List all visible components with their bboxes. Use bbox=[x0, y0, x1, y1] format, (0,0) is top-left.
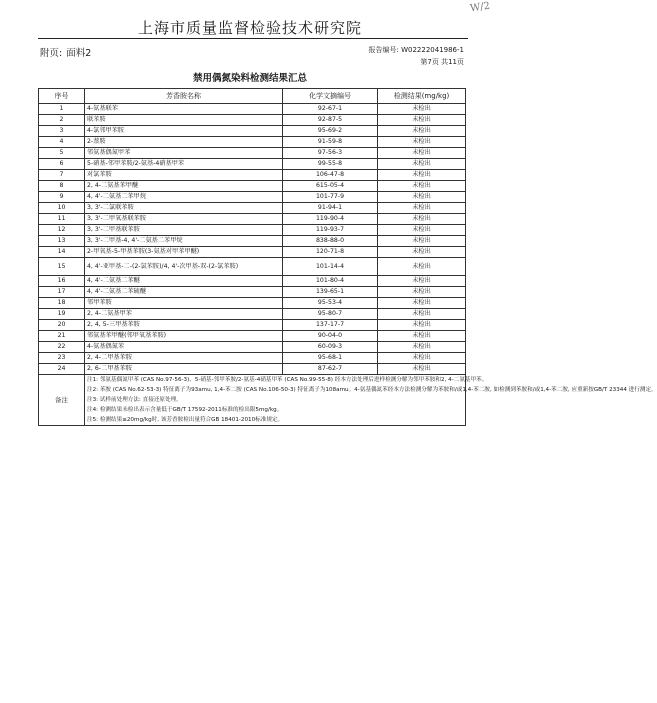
table-row bbox=[39, 353, 466, 364]
amine-name: 4, 4'-亚甲基-二-(2-氯苯胺)/4, 4'-次甲基-双-(2-氯苯胺) bbox=[85, 258, 283, 276]
table-row bbox=[39, 181, 466, 192]
test-result: 未检出 bbox=[378, 148, 466, 159]
cas-number: 95-53-4 bbox=[283, 298, 378, 309]
amine-name: 4, 4'-二氨基二苯醚 bbox=[85, 276, 283, 287]
table-row bbox=[39, 115, 466, 126]
row-number: 13 bbox=[39, 236, 85, 247]
cas-number: 119-93-7 bbox=[283, 225, 378, 236]
row-number: 20 bbox=[39, 320, 85, 331]
test-result: 未检出 bbox=[378, 320, 466, 331]
row-number: 9 bbox=[39, 192, 85, 203]
test-result: 未检出 bbox=[378, 126, 466, 137]
amine-name: 3, 3'-二甲基-4, 4'-二氨基二苯甲烷 bbox=[85, 236, 283, 247]
row-number: 22 bbox=[39, 342, 85, 353]
column-header-no: 序号 bbox=[39, 89, 85, 104]
amine-name: 3, 3'-二甲氧基联苯胺 bbox=[85, 214, 283, 225]
amine-name: 4-氯邻甲苯胺 bbox=[85, 126, 283, 137]
row-number: 11 bbox=[39, 214, 85, 225]
test-result: 未检出 bbox=[378, 159, 466, 170]
amine-name: 3, 3'-二氯联苯胺 bbox=[85, 203, 283, 214]
report-number: 报告编号: W02222041986-1 bbox=[368, 46, 464, 54]
column-header-cas: 化学文摘编号 bbox=[283, 89, 378, 104]
amine-name: 5-硝基-邻甲苯胺/2-氨基-4硝基甲苯 bbox=[85, 159, 283, 170]
attachment-info bbox=[40, 45, 91, 59]
test-result: 未检出 bbox=[378, 298, 466, 309]
cas-number: 97-56-3 bbox=[283, 148, 378, 159]
table-body bbox=[39, 104, 466, 375]
attachment-name: 面料2 bbox=[66, 48, 92, 59]
test-result: 未检出 bbox=[378, 115, 466, 126]
test-result: 未检出 bbox=[378, 309, 466, 320]
row-number: 19 bbox=[39, 309, 85, 320]
test-result: 未检出 bbox=[378, 170, 466, 181]
row-number: 24 bbox=[39, 364, 85, 375]
cas-number: 95-80-7 bbox=[283, 309, 378, 320]
test-result: 未检出 bbox=[378, 104, 466, 115]
amine-name: 3, 3'-二甲基联苯胺 bbox=[85, 225, 283, 236]
table-row bbox=[39, 342, 466, 353]
note-line-1: 注1: 邻氨基偶氮甲苯 (CAS No.97-56-3)、5-硝基-邻甲苯胺/2-氨基-4硝基甲苯 (CAS No.99-55-8) 经本方法处理后进样检测分解为邻甲苯胺和2, 4-二氨基甲苯。 bbox=[87, 377, 488, 383]
table-row bbox=[39, 258, 466, 276]
test-result: 未检出 bbox=[378, 192, 466, 203]
cas-number: 119-90-4 bbox=[283, 214, 378, 225]
note-line-2: 注2: 苯胺 (CAS No.62-53-3) 特征离子为93amu, 1,4-苯二胺 (CAS No.106-50-3) 特征离子为108amu。4-氨基偶氮苯经本方法检测分解为苯胺和/或1,4-苯二胺, 如检测到苯胺和/或1,4-苯二胺, 应重新按GB/T 23344 进行测定。 bbox=[87, 387, 657, 393]
amine-name: 4, 4'-二氨基二苯硫醚 bbox=[85, 287, 283, 298]
table-row bbox=[39, 331, 466, 342]
amine-name: 2, 4-二甲基苯胺 bbox=[85, 353, 283, 364]
table-row bbox=[39, 236, 466, 247]
amine-name: 2-萘胺 bbox=[85, 137, 283, 148]
amine-name: 联苯胺 bbox=[85, 115, 283, 126]
table-row bbox=[39, 192, 466, 203]
note-line-5: 注5: 检测结果≤20mg/kg时, 该芳香胺检出量符合GB 18401-2010标准规定。 bbox=[87, 417, 284, 423]
amine-name: 4-氨基联苯 bbox=[85, 104, 283, 115]
cas-number: 99-55-8 bbox=[283, 159, 378, 170]
cas-number: 91-59-8 bbox=[283, 137, 378, 148]
amine-name: 邻氨基偶氮甲苯 bbox=[85, 148, 283, 159]
cas-number: 101-14-4 bbox=[283, 258, 378, 276]
attachment-label: 附页: bbox=[40, 48, 63, 59]
handwritten-page-mark: W/2 bbox=[469, 0, 491, 15]
row-number: 17 bbox=[39, 287, 85, 298]
cas-number: 101-77-9 bbox=[283, 192, 378, 203]
row-number: 1 bbox=[39, 104, 85, 115]
results-table bbox=[38, 88, 657, 426]
table-row bbox=[39, 320, 466, 331]
notes-row bbox=[39, 375, 466, 426]
cas-number: 60-09-3 bbox=[283, 342, 378, 353]
amine-name: 4-氨基偶氮苯 bbox=[85, 342, 283, 353]
test-result: 未检出 bbox=[378, 364, 466, 375]
test-result: 未检出 bbox=[378, 137, 466, 148]
row-number: 4 bbox=[39, 137, 85, 148]
test-result: 未检出 bbox=[378, 258, 466, 276]
cas-number: 92-87-5 bbox=[283, 115, 378, 126]
column-header-result: 检测结果(mg/kg) bbox=[378, 89, 466, 104]
cas-number: 106-47-8 bbox=[283, 170, 378, 181]
test-result: 未检出 bbox=[378, 236, 466, 247]
row-number: 10 bbox=[39, 203, 85, 214]
cas-number: 137-17-7 bbox=[283, 320, 378, 331]
cas-number: 139-65-1 bbox=[283, 287, 378, 298]
amine-name: 2, 6-二甲基苯胺 bbox=[85, 364, 283, 375]
cas-number: 92-67-1 bbox=[283, 104, 378, 115]
table-row bbox=[39, 148, 466, 159]
cas-number: 120-71-8 bbox=[283, 247, 378, 258]
table-row bbox=[39, 104, 466, 115]
row-number: 8 bbox=[39, 181, 85, 192]
row-number: 2 bbox=[39, 115, 85, 126]
amine-name: 2, 4-二氨基甲苯 bbox=[85, 309, 283, 320]
notes-body bbox=[85, 375, 657, 426]
notes-label: 备注 bbox=[39, 375, 85, 426]
note-line-4: 注4: 检测结果未检出表示含量低于GB/T 17592-2011标准的检出限5mg/kg。 bbox=[87, 407, 283, 413]
table-row bbox=[39, 309, 466, 320]
row-number: 16 bbox=[39, 276, 85, 287]
test-result: 未检出 bbox=[378, 276, 466, 287]
amine-name: 2, 4-二氨基苯甲醚 bbox=[85, 181, 283, 192]
test-result: 未检出 bbox=[378, 247, 466, 258]
test-result: 未检出 bbox=[378, 353, 466, 364]
test-result: 未检出 bbox=[378, 203, 466, 214]
section-title: 禁用偶氮染料检测结果汇总 bbox=[192, 73, 307, 84]
institute-title: 上海市质量监督检验技术研究院 bbox=[137, 19, 362, 37]
row-number: 3 bbox=[39, 126, 85, 137]
test-result: 未检出 bbox=[378, 287, 466, 298]
cas-number: 91-94-1 bbox=[283, 203, 378, 214]
test-result: 未检出 bbox=[378, 331, 466, 342]
table-header-row bbox=[39, 89, 466, 104]
table-row bbox=[39, 203, 466, 214]
cas-number: 615-05-4 bbox=[283, 181, 378, 192]
row-number: 23 bbox=[39, 353, 85, 364]
row-number: 21 bbox=[39, 331, 85, 342]
table-row bbox=[39, 126, 466, 137]
table-row bbox=[39, 137, 466, 148]
amine-name: 2, 4, 5-三甲基苯胺 bbox=[85, 320, 283, 331]
cas-number: 95-69-2 bbox=[283, 126, 378, 137]
table-row bbox=[39, 225, 466, 236]
table-row bbox=[39, 247, 466, 258]
row-number: 12 bbox=[39, 225, 85, 236]
note-line-3: 注3: 试样前处理方法: 直接还原处理。 bbox=[87, 397, 182, 403]
table-row bbox=[39, 159, 466, 170]
page-counter: 第7页 共11页 bbox=[420, 58, 464, 66]
amine-name: 4, 4'-二氨基二苯甲烷 bbox=[85, 192, 283, 203]
row-number: 7 bbox=[39, 170, 85, 181]
test-result: 未检出 bbox=[378, 181, 466, 192]
table-row bbox=[39, 276, 466, 287]
row-number: 5 bbox=[39, 148, 85, 159]
row-number: 14 bbox=[39, 247, 85, 258]
table-row bbox=[39, 298, 466, 309]
cas-number: 838-88-0 bbox=[283, 236, 378, 247]
header-divider bbox=[38, 38, 468, 39]
row-number: 6 bbox=[39, 159, 85, 170]
amine-name: 邻氨基苯甲醚(邻甲氧基苯胺) bbox=[85, 331, 283, 342]
table-row bbox=[39, 170, 466, 181]
test-result: 未检出 bbox=[378, 225, 466, 236]
cas-number: 95-68-1 bbox=[283, 353, 378, 364]
row-number: 18 bbox=[39, 298, 85, 309]
test-result: 未检出 bbox=[378, 214, 466, 225]
test-result: 未检出 bbox=[378, 342, 466, 353]
table-row bbox=[39, 214, 466, 225]
amine-name: 2-甲氧基-5-甲基苯胺(3-氨基对甲苯甲醚) bbox=[85, 247, 283, 258]
table-row bbox=[39, 287, 466, 298]
amine-name: 邻甲苯胺 bbox=[85, 298, 283, 309]
cas-number: 90-04-0 bbox=[283, 331, 378, 342]
cas-number: 101-80-4 bbox=[283, 276, 378, 287]
table-row bbox=[39, 364, 466, 375]
cas-number: 87-62-7 bbox=[283, 364, 378, 375]
amine-name: 对氯苯胺 bbox=[85, 170, 283, 181]
column-header-name: 芳香胺名称 bbox=[85, 89, 283, 104]
row-number: 15 bbox=[39, 258, 85, 276]
